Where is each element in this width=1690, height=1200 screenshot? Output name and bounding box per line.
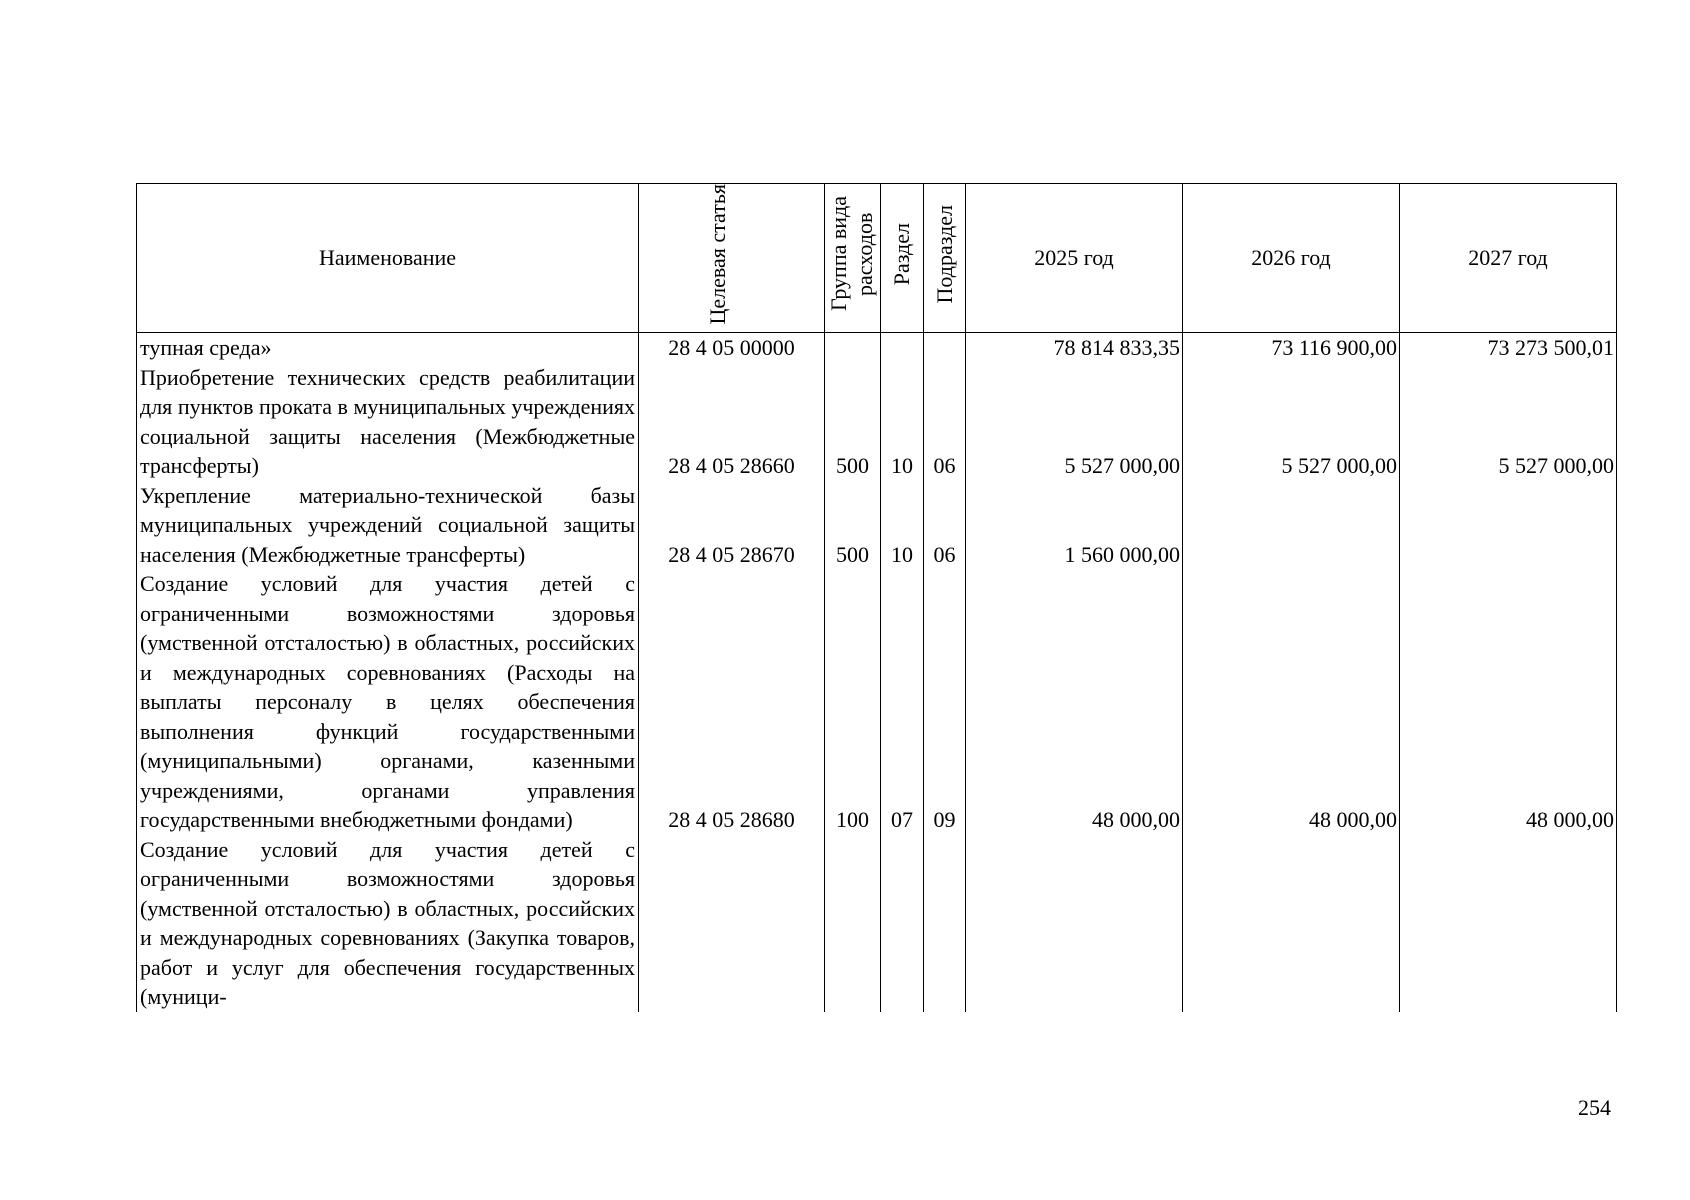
budget-table <box>136 183 1617 1012</box>
row-2027: 5 527 000,00 <box>1400 363 1617 481</box>
row-group <box>825 333 881 363</box>
row-target: 28 4 05 28670 <box>639 481 825 570</box>
row-subsection <box>924 333 966 363</box>
header-subsection: Подраздел <box>924 184 966 333</box>
table-row <box>137 481 1617 570</box>
row-group <box>825 835 881 1012</box>
header-2027: 2027 год <box>1400 184 1617 333</box>
row-2027 <box>1400 835 1617 1012</box>
row-2026 <box>1183 835 1400 1012</box>
row-section: 10 <box>881 481 924 570</box>
table-row <box>137 835 1617 1012</box>
row-subsection: 09 <box>924 569 966 835</box>
row-name: Укрепление материально-технической базы муниципальных учреждений социальной защиты населения (Межбюджетные трансферты) <box>137 481 639 570</box>
row-section: 07 <box>881 569 924 835</box>
header-target: Целевая статья <box>639 184 825 333</box>
row-target: 28 4 05 28680 <box>639 569 825 835</box>
table-row <box>137 569 1617 835</box>
row-2025: 1 560 000,00 <box>966 481 1183 570</box>
header-2025: 2025 год <box>966 184 1183 333</box>
table-row <box>137 363 1617 481</box>
row-2026: 48 000,00 <box>1183 569 1400 835</box>
row-2026: 5 527 000,00 <box>1183 363 1400 481</box>
row-2025: 48 000,00 <box>966 569 1183 835</box>
row-target: 28 4 05 28660 <box>639 363 825 481</box>
row-2025 <box>966 835 1183 1012</box>
header-section: Раздел <box>881 184 924 333</box>
row-section <box>881 835 924 1012</box>
row-group: 500 <box>825 363 881 481</box>
row-name: Создание условий для участия детей с ограниченными возможностями здоровья (умственной отсталостью) в областных, российских и международных соревнованиях (Закупка товаров, работ и услуг для обеспечения государственных (муници- <box>137 835 639 1012</box>
table-header-row <box>137 184 1617 333</box>
row-section <box>881 333 924 363</box>
row-target: 28 4 05 00000 <box>639 333 825 363</box>
row-subsection: 06 <box>924 481 966 570</box>
row-2027 <box>1400 481 1617 570</box>
row-name: Создание условий для участия детей с ограниченными возможностями здоровья (умственной отсталостью) в областных, российских и международных соревнованиях (Расходы на выплаты персоналу в целях обеспечения выполнения функций государственными (муниципальными) органами, казенными учреждениями, органами управления государственными внебюджетными фондами) <box>137 569 639 835</box>
row-2026: 73 116 900,00 <box>1183 333 1400 363</box>
row-subsection <box>924 835 966 1012</box>
row-target <box>639 835 825 1012</box>
row-name: Приобретение технических средств реабилитации для пунктов проката в муниципальных учреждениях социальной защиты населения (Межбюджетные трансферты) <box>137 363 639 481</box>
row-2025: 78 814 833,35 <box>966 333 1183 363</box>
table-row <box>137 333 1617 363</box>
row-2026 <box>1183 481 1400 570</box>
header-name: Наименование <box>137 184 639 333</box>
row-section: 10 <box>881 363 924 481</box>
row-group: 500 <box>825 481 881 570</box>
row-2025: 5 527 000,00 <box>966 363 1183 481</box>
row-2027: 73 273 500,01 <box>1400 333 1617 363</box>
row-2027: 48 000,00 <box>1400 569 1617 835</box>
row-group: 100 <box>825 569 881 835</box>
row-subsection: 06 <box>924 363 966 481</box>
row-name: тупная среда» <box>137 333 639 363</box>
header-group: Группа вида расходов <box>825 184 881 333</box>
page-number: 254 <box>1578 1095 1611 1120</box>
header-2026: 2026 год <box>1183 184 1400 333</box>
